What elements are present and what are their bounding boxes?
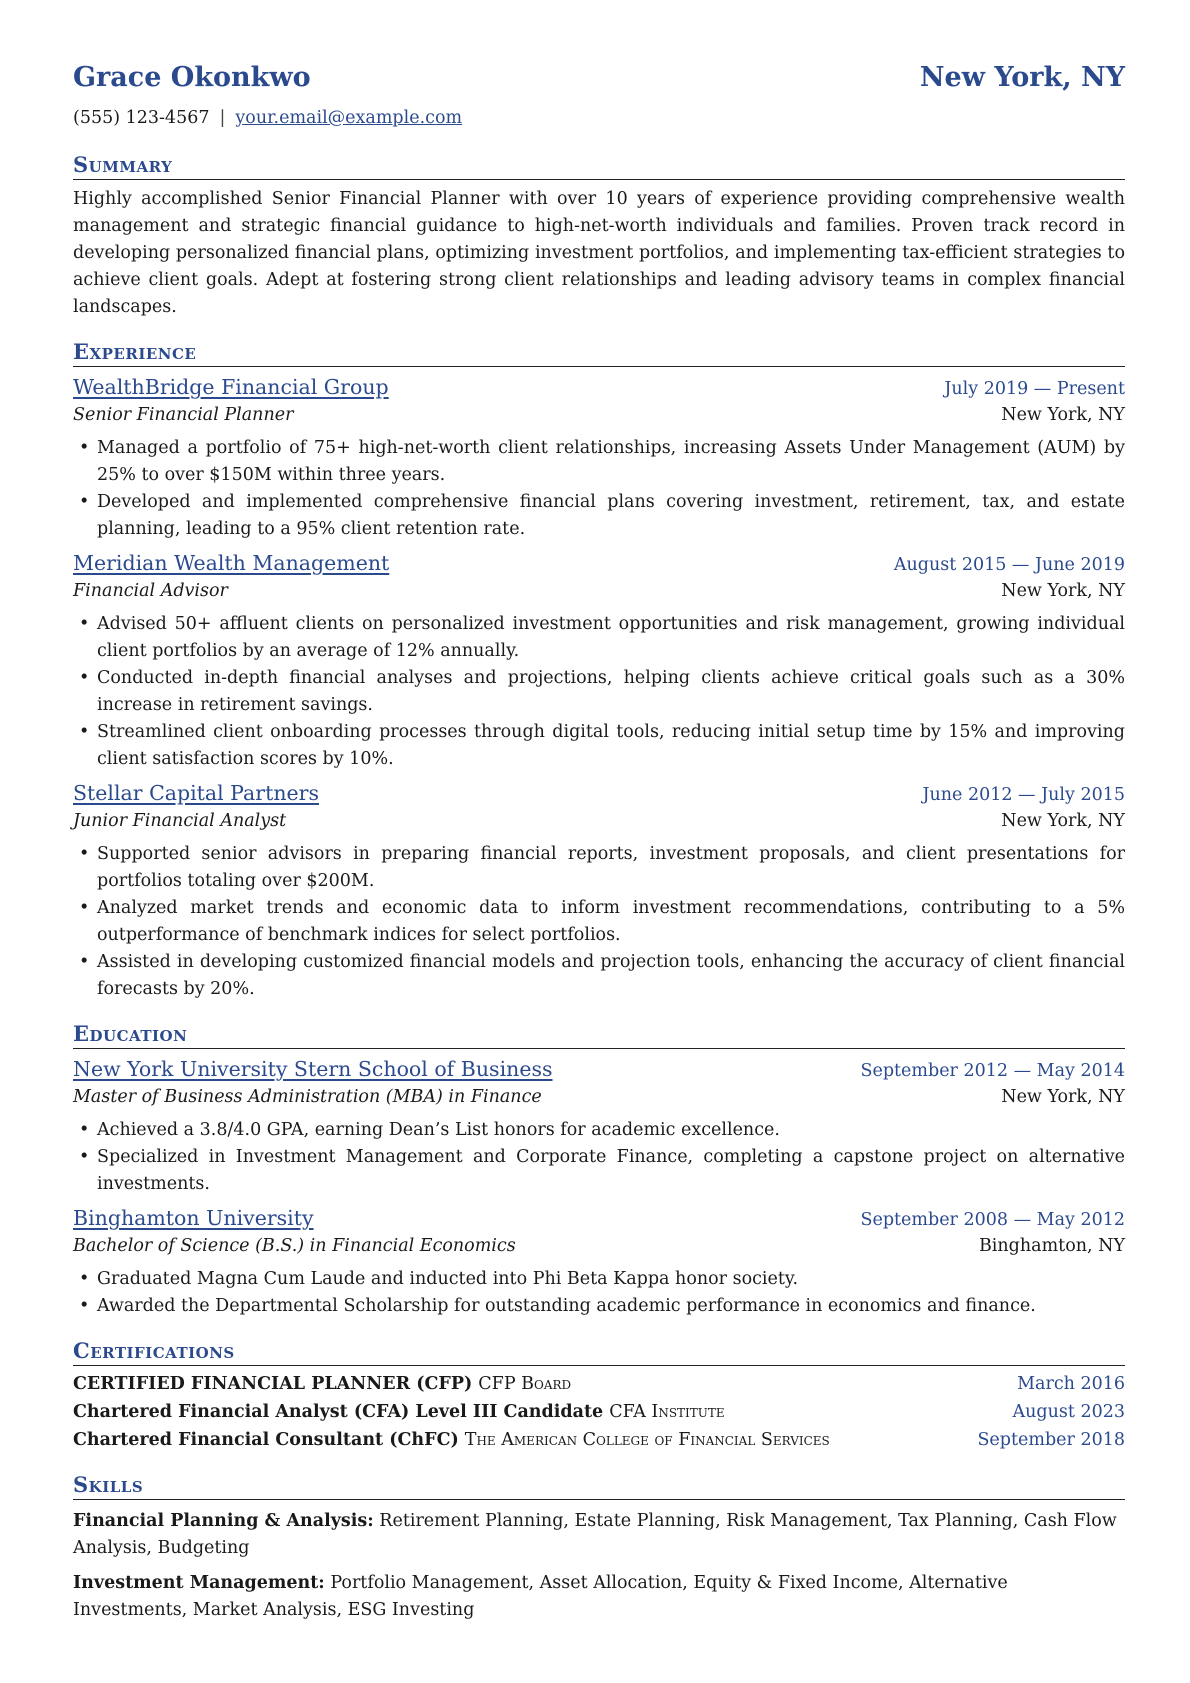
entry-subheader	[73, 1232, 1125, 1260]
entry-location: New York, NY	[1001, 405, 1125, 425]
bullet-item: • Achieved a 3.8/4.0 GPA, earning Dean’s List honors for academic excellence.	[73, 1117, 1125, 1144]
entry-header	[73, 373, 1125, 401]
section-title-certifications: Certifications	[73, 1338, 1125, 1366]
entry-subheader	[73, 401, 1125, 429]
organization-link[interactable]: WealthBridge Financial Group	[73, 375, 389, 399]
certification-date: August 2023	[1012, 1402, 1125, 1422]
bullet-item: • Awarded the Departmental Scholarship for outstanding academic performance in economics and finance.	[73, 1293, 1125, 1320]
entry-role: Junior Financial Analyst	[73, 811, 287, 831]
resume-header	[73, 62, 1125, 104]
skill-line	[73, 1570, 1125, 1624]
bullet-list	[73, 1266, 1125, 1320]
entry-location: New York, NY	[1001, 811, 1125, 831]
education-entry	[73, 1204, 1125, 1320]
phone-number: (555) 123-4567	[73, 108, 210, 128]
bullet-list	[73, 435, 1125, 543]
certification-title	[73, 1398, 725, 1426]
bullet-item: • Supported senior advisors in preparing financial reports, investment proposals, and client presentations for portfolios totaling over $200M.	[73, 841, 1125, 895]
skill-line	[73, 1508, 1125, 1562]
section-title-experience: Experience	[73, 339, 1125, 367]
resume-page	[73, 62, 1125, 1624]
organization-link[interactable]: New York University Stern School of Business	[73, 1057, 553, 1081]
entry-dates: August 2015 — June 2019	[893, 555, 1125, 575]
bullet-list	[73, 611, 1125, 773]
certification-issuer: CFA Institute	[609, 1402, 725, 1422]
entry-location: New York, NY	[1001, 581, 1125, 601]
certification-issuer: The American College of Financial Services	[464, 1430, 830, 1450]
email-link[interactable]: your.email@example.com	[235, 108, 463, 128]
summary-text: Highly accomplished Senior Financial Planner with over 10 years of experience providing comprehensive wealth management and strategic financial guidance to high-net-worth individuals and families. Proven track record in developing personalized financial plans, optimizing investment portfolios, and implementing tax-efficient strategies to achieve client goals. Adept at fostering strong client relationships and leading advisory teams in complex financial landscapes.	[73, 189, 1125, 317]
bullet-item: • Advised 50+ affluent clients on personalized investment opportunities and risk management, growing individual client portfolios by an average of 12% annually.	[73, 611, 1125, 665]
entry-subheader	[73, 1083, 1125, 1111]
certification-date: March 2016	[1017, 1374, 1125, 1394]
certification-list	[73, 1370, 1125, 1454]
entry-dates: September 2008 — May 2012	[860, 1210, 1125, 1230]
entry-header	[73, 1204, 1125, 1232]
organization-link[interactable]: Binghamton University	[73, 1206, 314, 1230]
bullet-item: • Assisted in developing customized financial models and projection tools, enhancing the accuracy of client financial forecasts by 20%.	[73, 949, 1125, 1003]
section-title-skills: Skills	[73, 1472, 1125, 1500]
bullet-item: • Analyzed market trends and economic data to inform investment recommendations, contributing to a 5% outperformance of benchmark indices for select portfolios.	[73, 895, 1125, 949]
entry-dates: June 2012 — July 2015	[922, 785, 1125, 805]
bullet-list	[73, 1117, 1125, 1198]
entry-header	[73, 779, 1125, 807]
certification-name: Chartered Financial Analyst (CFA) Level III Candidate	[73, 1402, 604, 1422]
entry-header	[73, 549, 1125, 577]
section-title-summary: Summary	[73, 152, 1125, 180]
entry-role: Senior Financial Planner	[73, 405, 294, 425]
contact-line	[73, 108, 1125, 134]
certification-issuer: CFP Board	[478, 1374, 572, 1394]
skill-label: Financial Planning & Analysis:	[73, 1511, 374, 1531]
entry-header	[73, 1055, 1125, 1083]
certification-row	[73, 1398, 1125, 1426]
entry-role: Master of Business Administration (MBA) in Finance	[73, 1087, 542, 1107]
certification-title	[73, 1426, 830, 1454]
bullet-list	[73, 841, 1125, 1003]
bullet-item: • Graduated Magna Cum Laude and inducted into Phi Beta Kappa honor society.	[73, 1266, 1125, 1293]
skill-label: Investment Management:	[73, 1573, 325, 1593]
bullet-item: • Developed and implemented comprehensive financial plans covering investment, retirement, tax, and estate planning, leading to a 95% client retention rate.	[73, 489, 1125, 543]
certification-title	[73, 1370, 571, 1398]
certification-row	[73, 1426, 1125, 1454]
section-title-education: Education	[73, 1021, 1125, 1049]
bullet-item: • Specialized in Investment Management and Corporate Finance, completing a capstone project on alternative investments.	[73, 1144, 1125, 1198]
entry-location: New York, NY	[1001, 1087, 1125, 1107]
bullet-item: • Streamlined client onboarding processes through digital tools, reducing initial setup time by 15% and improving client satisfaction scores by 10%.	[73, 719, 1125, 773]
experience-entry	[73, 779, 1125, 1003]
experience-entry	[73, 373, 1125, 543]
bullet-item: • Managed a portfolio of 75+ high-net-worth client relationships, increasing Assets Under Management (AUM) by 25% to over $150M within three years.	[73, 435, 1125, 489]
education-list	[73, 1055, 1125, 1320]
skill-items: Retirement Planning, Estate Planning, Risk Management, Tax Planning, Cash Flow Analysis, Budgeting	[73, 1511, 1117, 1558]
certification-row	[73, 1370, 1125, 1398]
entry-subheader	[73, 577, 1125, 605]
certification-name: Chartered Financial Consultant (ChFC)	[73, 1430, 459, 1450]
skill-items: Portfolio Management, Asset Allocation, Equity & Fixed Income, Alternative Investments, Market Analysis, ESG Investing	[73, 1573, 1008, 1620]
bullet-item: • Conducted in-depth financial analyses and projections, helping clients achieve critical goals such as a 30% increase in retirement savings.	[73, 665, 1125, 719]
certification-name: CERTIFIED FINANCIAL PLANNER (CFP)	[73, 1374, 473, 1394]
certification-date: September 2018	[977, 1430, 1125, 1450]
contact-separator: |	[219, 108, 226, 128]
entry-subheader	[73, 807, 1125, 835]
education-entry	[73, 1055, 1125, 1198]
entry-location: Binghamton, NY	[978, 1236, 1125, 1256]
candidate-name: Grace Okonkwo	[73, 62, 311, 93]
organization-link[interactable]: Stellar Capital Partners	[73, 781, 319, 805]
candidate-location: New York, NY	[919, 62, 1125, 93]
experience-entry	[73, 549, 1125, 773]
entry-role: Financial Advisor	[73, 581, 228, 601]
experience-list	[73, 373, 1125, 1003]
organization-link[interactable]: Meridian Wealth Management	[73, 551, 390, 575]
skills-list	[73, 1508, 1125, 1624]
entry-role: Bachelor of Science (B.S.) in Financial Economics	[73, 1236, 516, 1256]
entry-dates: July 2019 — Present	[944, 379, 1125, 399]
entry-dates: September 2012 — May 2014	[860, 1061, 1125, 1081]
